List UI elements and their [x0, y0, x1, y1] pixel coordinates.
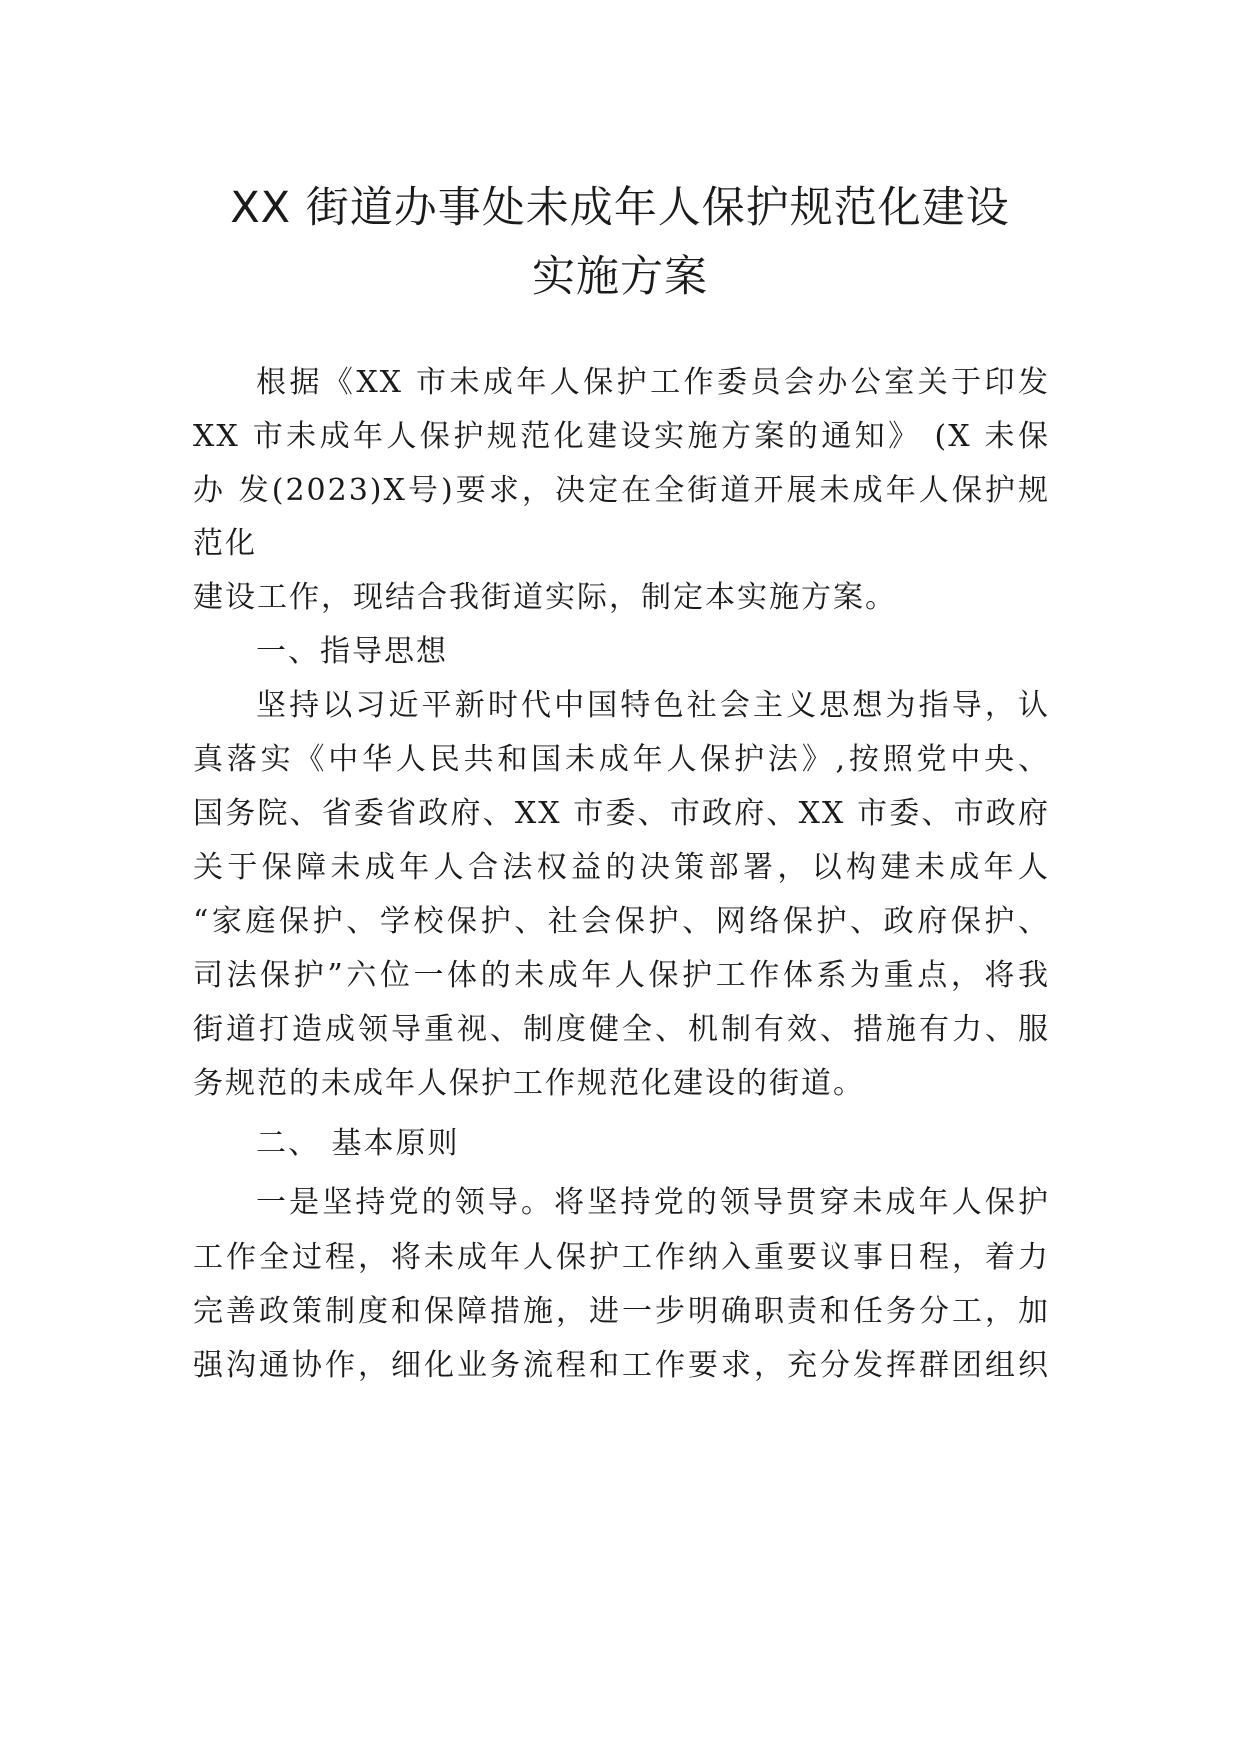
section-heading: 二、 基本原则: [256, 1126, 460, 1161]
paragraph-line: XX 市未成年人保护规范化建设实施方案的通知》 (X 未保: [193, 419, 1050, 454]
paragraph-line: 关于保障未成年人合法权益的决策部署，以构建未成年人: [193, 850, 1050, 885]
document-title-line-1: XX 街道办事处未成年人保护规范化建设: [230, 183, 1010, 233]
document-title-line-2: 实施方案: [532, 252, 708, 302]
paragraph-line: 根据《XX 市未成年人保护工作委员会办公室关于印发: [256, 365, 1050, 400]
paragraph-line: 坚持以习近平新时代中国特色社会主义思想为指导，认: [256, 688, 1050, 723]
paragraph-line: 完善政策制度和保障措施，进一步明确职责和任务分工，加: [193, 1294, 1050, 1329]
paragraph-line: 工作全过程，将未成年人保护工作纳入重要议事日程，着力: [193, 1240, 1050, 1275]
paragraph-line: 务规范的未成年人保护工作规范化建设的街道。: [193, 1066, 865, 1101]
paragraph-line: 一是坚持党的领导。将坚持党的领导贯穿未成年人保护: [256, 1185, 1050, 1220]
paragraph-line: 街道打造成领导重视、制度健全、机制有效、措施有力、服: [193, 1012, 1050, 1047]
paragraph-line: 国务院、省委省政府、XX 市委、市政府、XX 市委、市政府: [193, 796, 1050, 831]
paragraph-line: 真落实《中华人民共和国未成年人保护法》,按照党中央、: [193, 742, 1050, 777]
paragraph-line: 建设工作，现结合我街道实际，制定本实施方案。: [193, 580, 897, 615]
paragraph-line: 办 发(2023)X号)要求，决定在全街道开展未成年人保护规: [193, 473, 1050, 508]
paragraph-line: 强沟通协作，细化业务流程和工作要求，充分发挥群团组织: [193, 1348, 1050, 1383]
paragraph-line: 范化: [193, 526, 257, 561]
section-heading: 一、指导思想: [256, 634, 448, 669]
paragraph-line: “家庭保护、学校保护、社会保护、网络保护、政府保护、: [193, 904, 1050, 939]
paragraph-line: 司法保护”六位一体的未成年人保护工作体系为重点，将我: [193, 958, 1050, 993]
